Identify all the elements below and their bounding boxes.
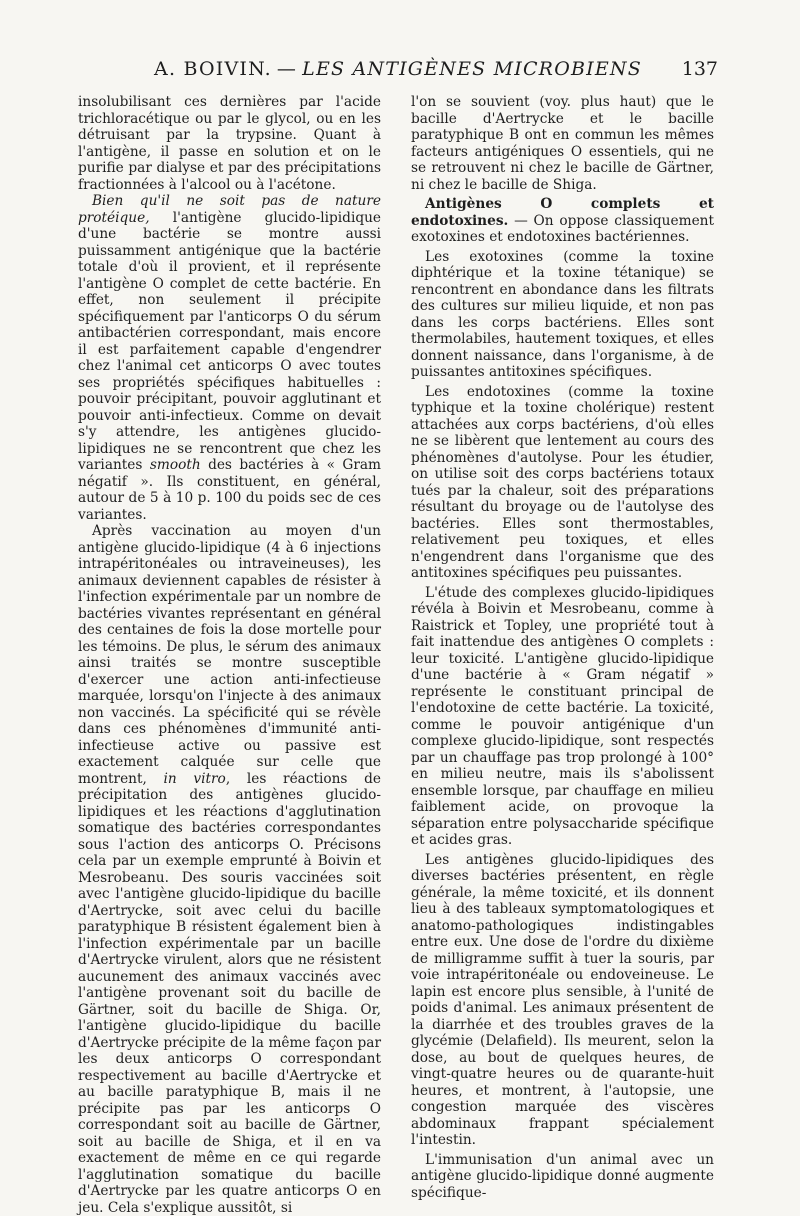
paragraph bbox=[78, 94, 381, 193]
paragraph-text: — On oppose classiquement exotoxines et endotoxines bactériennes. bbox=[411, 212, 714, 245]
paragraph bbox=[78, 193, 381, 523]
paragraph-text: , les réactions de précipitation des antigènes glucido-lipidiques et les réactions d'agglutination somatique des bactéries correspondantes sous l'action des anticorps O. Précisons cela par un exemple emprunté à Boivin et Mesrobeanu. Des souris vaccinées soit avec l'antigène glucido-lipidique du bacille d'Aertrycke, soit avec celui du bacille paratyphique B résistent également bien à l'infection expérimentale par un bacille d'Aertrycke virulent, alors que ne résistent aucunement des animaux vaccinés avec l'antigène provenant soit du bacille de Gärtner, soit du bacille de Shiga. Or, l'antigène glucido-lipidique du bacille d'Aertrycke précipite de la même façon par les deux anticorps O correspondant respectivement au bacille d'Aertrycke et au bacille paratyphique B, mais il ne précipite pas par les anticorps O correspondant soit au bacille de Gärtner, soit au bacille de Shiga, et il en va exactement de même en ce qui regarde l'agglutination somatique du bacille d'Aertrycke par les quatre anticorps O en jeu. Cela s'explique aussitôt, si bbox=[78, 770, 381, 1216]
paragraph bbox=[411, 585, 714, 849]
paragraph-text: Les endotoxines (comme la toxine typhique et la toxine cholérique) restent attachées aux corps bactériens, d'où elles ne se libèrent que lentement au cours des phénomènes d'autolyse. Pour les étudier, on utilise soit des corps bactériens totaux tués par la chaleur, soit des préparations résultant du broyage ou de l'autolyse des bactéries. Elles sont thermostables, relativement peu toxiques, et elles n'engendrent dans l'organisme que des antitoxines spécifiques peu puissantes. bbox=[411, 383, 714, 581]
header-author: A. BOIVIN. bbox=[154, 58, 272, 80]
header-separator: — bbox=[276, 58, 298, 80]
header-title: LES ANTIGÈNES MICROBIENS bbox=[302, 58, 642, 80]
right-column bbox=[411, 94, 714, 1201]
paragraph-text: l'on se souvient (voy. plus haut) que le bacille d'Aertrycke et le bacille paratyphique B ont en commun les mêmes facteurs antigéniques O essentiels, qui ne se retrouvent ni chez le bacille de Gärtner, ni chez le bacille de Shiga. bbox=[411, 94, 714, 193]
paragraph-text: Les antigènes glucido-lipidiques des diverses bactéries présentent, en règle générale, la même toxicité, et ils donnent lieu à des tableaux symptomatologiques et anatomo-pathologiques indistingables entre eux. Une dose de l'ordre du dixième de milligramme suffit à tuer la souris, par voie intrapéritonéale ou endoveineuse. Le lapin est encore plus sensible, à l'unité de poids d'animal. Les animaux présentent de la diarrhée et des troubles graves de la glycémie (Delafield). Ils meurent, selon la dose, au bout de quelques heures, de vingt-quatre heures ou de quarante-huit heures, et montrent, à l'autopsie, une congestion marquée des viscères abdominaux frappant spécialement l'intestin. bbox=[411, 851, 714, 1148]
paragraph-text: insolubilisant ces dernières par l'acide trichloracétique ou par le glycol, ou en les détruisant par la trypsine. Quant à l'antigène, il passe en solution et on le purifie par dialyse et par des précipitations fractionnées à l'alcool ou à l'acétone. bbox=[78, 94, 381, 193]
paragraph bbox=[411, 384, 714, 582]
running-head bbox=[78, 58, 718, 80]
paragraph bbox=[411, 94, 714, 193]
paragraph bbox=[411, 852, 714, 1149]
paragraph-text: Après vaccination au moyen d'un antigène glucido-lipidique (4 à 6 injections intrapéritonéales ou intraveineuses), les animaux deviennent capables de résister à l'infection expérimentale par un nombre de bactéries vivantes représentant en général des centaines de fois la dose mortelle pour les témoins. De plus, le sérum des animaux ainsi traités se montre susceptible d'exercer une action anti-infectieuse marquée, lorsqu'on l'injecte à des animaux non vaccinés. La spécificité qui se révèle dans ces phénomènes d'immunité anti-infectieuse active ou passive est exactement calquée sur celle que montrent, bbox=[78, 523, 381, 787]
paragraph-text: des bactéries à « Gram négatif ». Ils constituent, en général, autour de 5 à 10 p. 100 du poids sec de ces variantes. bbox=[78, 457, 382, 523]
left-column bbox=[78, 94, 381, 1216]
paragraph-text: L'étude des complexes glucido-lipidiques révéla à Boivin et Mesrobeanu, comme à Raistrick et Topley, une propriété tout à fait inattendue des antigènes O complets : leur toxicité. L'antigène glucido-lipidique d'une bactérie à « Gram négatif » représente le constituant principal de l'endotoxine de cette bactérie. La toxicité, comme le pouvoir antigénique d'un complexe glucido-lipidique, sont respectés par un chauffage pas trop prolongé à 100° en milieu neutre, mais ils s'abolissent ensemble lorsque, par chauffage en milieu faiblement acide, on provoque la séparation entre polysaccharide spécifique et acides gras. bbox=[411, 584, 714, 848]
italic-phrase: Bien qu'il ne soit pas de nature protéique, bbox=[78, 193, 381, 226]
paragraph-text: Les exotoxines (comme la toxine diphtérique et la toxine tétanique) se rencontrent en abondance dans les filtrats des cultures sur milieu liquide, et non pas dans les corps bactériens. Elles sont thermolabiles, hautement toxiques, et elles donnent naissance, dans l'organisme, à de puissantes antitoxines spécifiques. bbox=[411, 248, 714, 380]
page-header bbox=[78, 56, 718, 86]
italic-term-in-vitro: in vitro bbox=[163, 770, 226, 787]
paragraph bbox=[78, 523, 381, 1216]
page-number: 137 bbox=[681, 58, 718, 80]
section-paragraph bbox=[411, 196, 714, 246]
italic-term-smooth: smooth bbox=[149, 457, 201, 473]
paragraph-text: L'immunisation d'un animal avec un antigène glucido-lipidique donné augmente spécifique- bbox=[411, 1151, 714, 1201]
paragraph bbox=[411, 249, 714, 381]
paragraph bbox=[411, 1152, 714, 1202]
section-heading: Antigènes O complets et endotoxines. bbox=[411, 196, 714, 229]
paragraph-text: l'antigène glucido-lipidique d'une bactérie se montre aussi puissamment antigénique que la bactérie totale d'où il provient, et il représente l'antigène O complet de cette bactérie. En effet, non seulement il précipite spécifiquement par l'anticorps O du sérum antibactérien correspondant, mais encore il est parfaitement capable d'engendrer chez l'animal cet anticorps O avec toutes ses propriétés spécifiques habituelles : pouvoir précipitant, pouvoir agglutinant et pouvoir anti-infectieux. Comme on devait s'y attendre, les antigènes glucido-lipidiques ne se rencontrent que chez les variantes bbox=[78, 209, 381, 473]
